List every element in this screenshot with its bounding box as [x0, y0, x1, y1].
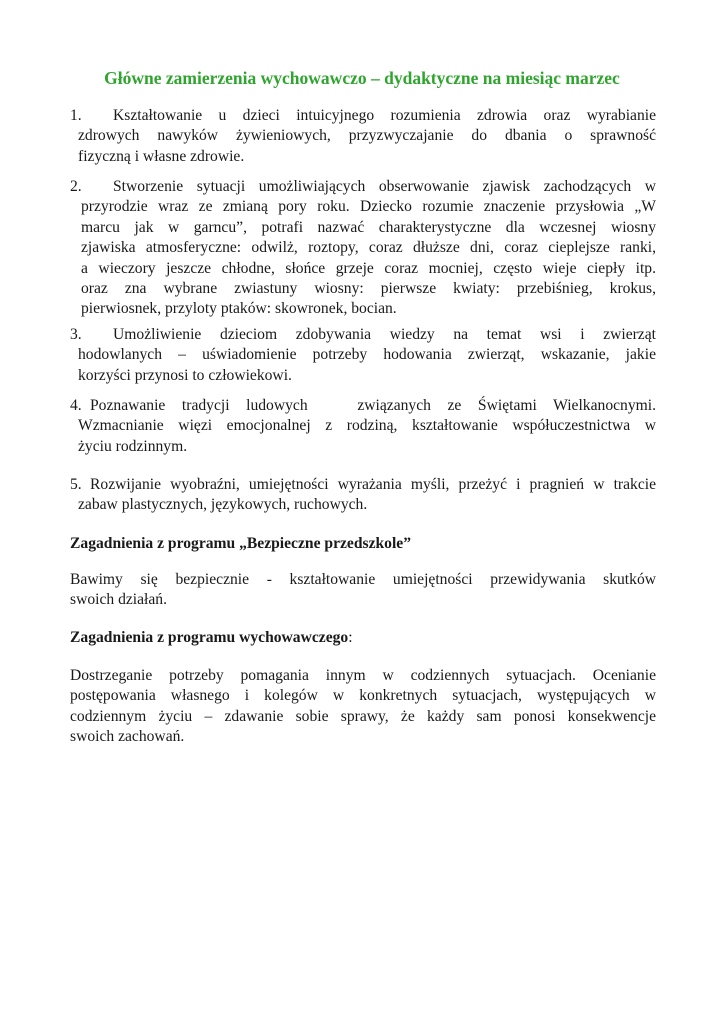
goal-line: korzyści przynosi to człowiekowi. — [78, 366, 292, 384]
section-text-safe-preschool — [70, 570, 656, 611]
paragraph-line: Bawimy się bezpiecznie - kształtowanie umiejętności przewidywania skutków — [70, 571, 656, 588]
goal-item-3 — [70, 325, 656, 386]
goal-line: życiu rodzinnym. — [78, 437, 188, 455]
goal-number: 4. — [70, 397, 82, 414]
section-heading-safe-preschool: Zagadnienia z programu „Bezpieczne przedszkole” — [70, 535, 412, 552]
goal-line: Stworzenie sytuacji umożliwiających obserwowanie zjawisk zachodzących w — [113, 178, 656, 195]
goal-item-5 — [70, 475, 656, 516]
goal-line: zdrowych nawyków żywieniowych, przyzwyczajanie do dbania o sprawność — [78, 127, 656, 145]
goal-item-2 — [70, 177, 656, 320]
paragraph-line: Dostrzeganie potrzeby pomagania innym w codziennych sytuacjach. Ocenianie — [70, 667, 656, 684]
goal-line: Kształtowanie u dzieci intuicyjnego rozumienia zdrowia oraz wyrabianie — [113, 107, 656, 124]
goal-line: hodowlanych – uświadomienie potrzeby hodowania zwierząt, wskazanie, jakie — [78, 346, 656, 364]
section-text-educational — [70, 666, 656, 748]
goal-number: 2. — [70, 178, 82, 195]
goal-line: fizyczną i własne zdrowie. — [78, 147, 245, 165]
goal-line: Umożliwienie dzieciom zdobywania wiedzy na temat wsi i zwierząt — [113, 326, 656, 343]
goal-line: a wieczory jeszcze chłodne, słońce grzeje coraz mocniej, często wieje ciepły itp. — [81, 259, 656, 277]
section-heading-text: Zagadnienia z programu wychowawczego — [70, 629, 349, 646]
goal-line: zjawiska atmosferyczne: odwilż, roztopy, coraz dłuższe dni, coraz cieplejsze ranki, — [81, 239, 656, 257]
goal-number: 1. — [70, 107, 82, 124]
goal-item-4 — [70, 396, 656, 457]
paragraph-line: swoich działań. — [70, 591, 167, 609]
goal-line: Wzmacnianie więzi emocjonalnej z rodziną, kształtowanie współuczestnictwa w — [78, 417, 656, 435]
goal-line: pierwiosnek, przyloty ptaków: skowronek, bocian. — [81, 300, 397, 318]
goal-line: zabaw plastycznych, językowych, ruchowych. — [78, 496, 368, 514]
goal-number: 5. — [70, 476, 82, 493]
paragraph-line: postępowania własnego i kolegów w konkretnych sytuacjach, występujących w — [70, 687, 656, 705]
section-heading-educational — [70, 628, 353, 648]
goal-number: 3. — [70, 326, 82, 343]
goal-line: Rozwijanie wyobraźni, umiejętności wyrażania myśli, przeżyć i pragnień w trakcie — [90, 476, 656, 493]
goal-item-1 — [70, 106, 656, 167]
page-title: Główne zamierzenia wychowawczo – dydaktyczne na miesiąc marzec — [104, 68, 620, 88]
goal-line: oraz zna wybrane zwiastuny wiosny: pierwsze kwiaty: przebiśnieg, krokus, — [81, 280, 656, 298]
goal-line: Poznawanie tradycji ludowych związanych ze Świętami Wielkanocnymi. — [90, 397, 656, 414]
goal-line: marcu jak w garncu”, potrafi nazwać charakterystyczne dla wczesnej wiosny — [81, 218, 656, 236]
paragraph-line: codziennym życiu – zdawanie sobie sprawy, że każdy sam ponosi konsekwencje — [70, 707, 656, 725]
goal-line: przyrodzie wraz ze zmianą pory roku. Dziecko rozumie znaczenie przysłowia „W — [81, 198, 656, 216]
paragraph-line: swoich zachowań. — [70, 728, 185, 746]
section-heading-colon: : — [348, 629, 353, 646]
